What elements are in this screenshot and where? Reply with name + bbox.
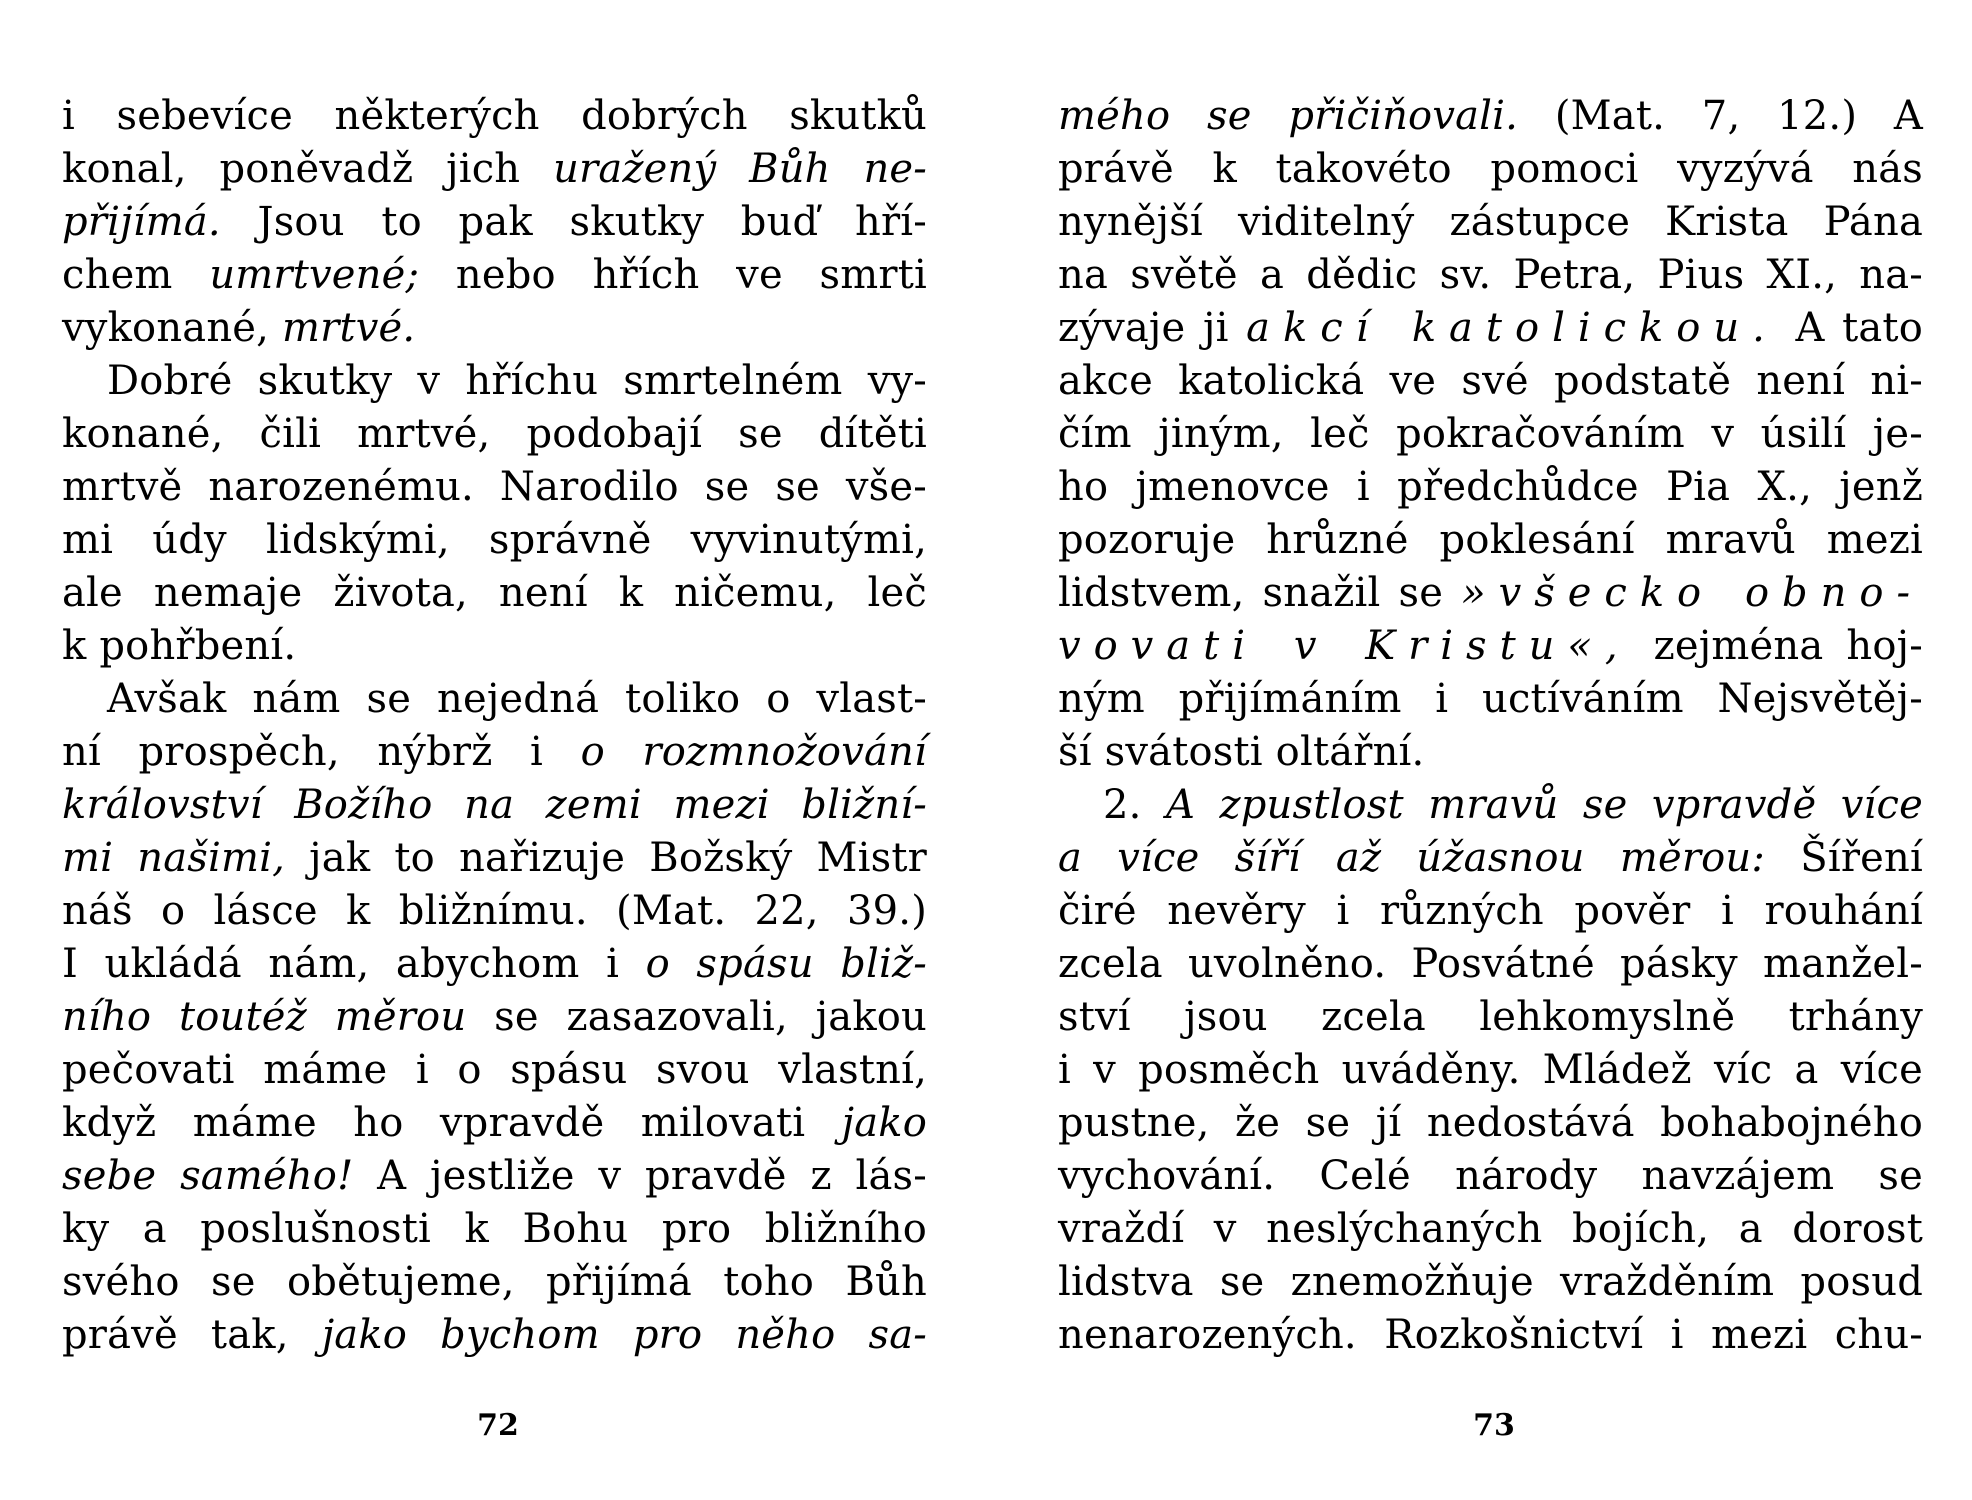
text-line: [62, 1150, 927, 1203]
emphasis-text: a více šíří až úžasnou měrou:: [1058, 835, 1766, 881]
emphasis-text: A zpustlost mravů se vpravdě více: [1165, 782, 1923, 828]
body-text: vykonané,: [62, 305, 282, 351]
emphasis-text: »všecko obno-: [1461, 570, 1923, 616]
text-line: [1058, 938, 1923, 991]
text-line: [62, 991, 927, 1044]
text-line: [62, 1044, 927, 1097]
text-line: [1058, 779, 1923, 832]
text-line: [62, 1203, 927, 1256]
text-line: [1058, 514, 1923, 567]
body-text: zejména hoj-: [1630, 623, 1923, 669]
emphasis-text: mi našimi,: [62, 835, 286, 881]
body-text: mi údy lidskými, správně vyvinutými,: [62, 517, 927, 563]
text-line: [1058, 143, 1923, 196]
right-page-body: [1058, 90, 1923, 1362]
body-text: k pohřbení.: [62, 623, 297, 669]
text-line: [62, 1256, 927, 1309]
body-text: I ukládá nám, abychom i: [62, 941, 646, 987]
page-number-left: 72: [477, 1408, 519, 1443]
body-text: konané, čili mrtvé, podobají se dítěti: [62, 411, 927, 457]
text-line: [62, 726, 927, 779]
body-text: Jsou to pak skutky buď hří-: [220, 199, 927, 245]
body-text: A jestliže v pravdě z lás-: [353, 1153, 927, 1199]
body-text: čiré nevěry i různých pověr i rouhání: [1058, 888, 1923, 934]
body-text: pečovati máme i o spásu svou vlastní,: [62, 1047, 927, 1093]
text-line: [62, 408, 927, 461]
text-line: [1058, 196, 1923, 249]
text-line: [1058, 673, 1923, 726]
body-text: ní prospěch, nýbrž i: [62, 729, 581, 775]
text-line: [1058, 1097, 1923, 1150]
body-text: nynější viditelný zástupce Krista Pána: [1058, 199, 1923, 245]
text-line: [62, 249, 927, 302]
body-text: pustne, že se jí nedostává bohabojného: [1058, 1100, 1923, 1146]
body-text: jak to nařizuje Božský Mistr: [285, 835, 927, 881]
body-text: (Mat. 7, 12.) A: [1518, 93, 1923, 139]
body-text: ným přijímáním i uctíváním Nejsvětěj-: [1058, 676, 1923, 722]
text-line: [62, 143, 927, 196]
text-line: [1058, 1044, 1923, 1097]
text-line: [62, 461, 927, 514]
text-line: [62, 885, 927, 938]
text-line: [62, 90, 927, 143]
text-line: [62, 302, 927, 355]
body-text: na světě a dědic sv. Petra, Pius XI., na-: [1058, 252, 1923, 298]
body-text: nebo hřích ve smrti: [419, 252, 927, 298]
body-text: lidstva se znemožňuje vražděním posud: [1058, 1259, 1923, 1305]
body-text: 2.: [1103, 782, 1166, 828]
emphasis-text: o spásu bliž-: [645, 941, 927, 987]
body-text: ší svátosti oltářní.: [1058, 729, 1425, 775]
text-line: [62, 620, 927, 673]
body-text: chem: [62, 252, 210, 298]
body-text: Avšak nám se nejedná toliko o vlast-: [107, 676, 927, 722]
text-line: [62, 832, 927, 885]
text-line: [62, 196, 927, 249]
text-line: [1058, 1150, 1923, 1203]
text-line: [62, 779, 927, 832]
text-line: [1058, 355, 1923, 408]
body-text: i v posměch uváděny. Mládež víc a více: [1058, 1047, 1923, 1093]
text-line: [62, 355, 927, 408]
body-text: pozoruje hrůzné poklesání mravů mezi: [1058, 517, 1923, 563]
emphasis-text: přijímá.: [62, 199, 221, 245]
text-line: [1058, 1309, 1923, 1362]
emphasis-text: sebe samého!: [62, 1153, 354, 1199]
body-text: ky a poslušnosti k Bohu pro bližního: [62, 1206, 927, 1252]
body-text: se zasazovali, jakou: [466, 994, 927, 1040]
text-line: [1058, 249, 1923, 302]
body-text: lidstvem, snažil se: [1058, 570, 1462, 616]
text-line: [62, 514, 927, 567]
body-text: právě tak,: [62, 1312, 322, 1358]
body-text: ale nemaje života, není k ničemu, leč: [62, 570, 927, 616]
body-text: nenarozených. Rozkošnictví i mezi chu-: [1058, 1312, 1923, 1358]
body-text: A tato: [1777, 305, 1923, 351]
emphasis-text: mého se přičiňovali.: [1058, 93, 1519, 139]
text-line: [1058, 1256, 1923, 1309]
body-text: čím jiným, leč pokračováním v úsilí je-: [1058, 411, 1923, 457]
emphasis-text: ního toutéž měrou: [62, 994, 467, 1040]
text-line: [1058, 567, 1923, 620]
page-number-right: 73: [1473, 1408, 1515, 1443]
emphasis-text: mrtvé.: [282, 305, 416, 351]
left-page-body: [62, 90, 927, 1362]
text-line: [1058, 302, 1923, 355]
text-line: [1058, 620, 1923, 673]
text-line: [1058, 885, 1923, 938]
emphasis-text: akcí katolickou.: [1246, 305, 1778, 351]
body-text: svého se obětujeme, přijímá toho Bůh: [62, 1259, 927, 1305]
emphasis-text: umrtvené;: [209, 252, 420, 298]
body-text: mrtvě narozenému. Narodilo se se vše-: [62, 464, 927, 510]
emphasis-text: o rozmnožování: [580, 729, 927, 775]
text-line: [1058, 1203, 1923, 1256]
text-line: [1058, 832, 1923, 885]
emphasis-text: království Božího na zemi mezi bližní-: [62, 782, 927, 828]
body-text: vraždí v neslýchaných bojích, a dorost: [1058, 1206, 1923, 1252]
emphasis-text: uražený Bůh ne-: [553, 146, 927, 192]
body-text: Šíření: [1765, 835, 1923, 881]
text-line: [62, 567, 927, 620]
text-line: [1058, 726, 1923, 779]
emphasis-text: jako bychom pro něho sa-: [321, 1312, 927, 1358]
body-text: když máme ho vpravdě milovati: [62, 1100, 842, 1146]
body-text: Dobré skutky v hříchu smrtelném vy-: [107, 358, 927, 404]
body-text: vychování. Celé národy navzájem se: [1058, 1153, 1923, 1199]
body-text: i sebevíce některých dobrých skutků: [62, 93, 927, 139]
text-line: [1058, 461, 1923, 514]
text-line: [62, 673, 927, 726]
body-text: akce katolická ve své podstatě není ni-: [1058, 358, 1923, 404]
text-line: [62, 1309, 927, 1362]
emphasis-text: vovati v Kristu«,: [1058, 623, 1631, 669]
body-text: konal, poněvadž jich: [62, 146, 554, 192]
text-line: [1058, 90, 1923, 143]
body-text: ho jmenovce i předchůdce Pia X., jenž: [1058, 464, 1923, 510]
emphasis-text: jako: [841, 1100, 927, 1146]
text-line: [1058, 408, 1923, 461]
body-text: zývaje ji: [1058, 305, 1247, 351]
body-text: ství jsou zcela lehkomyslně trhány: [1058, 994, 1923, 1040]
text-line: [62, 1097, 927, 1150]
body-text: náš o lásce k bližnímu. (Mat. 22, 39.): [62, 888, 927, 934]
text-line: [62, 938, 927, 991]
body-text: právě k takovéto pomoci vyzývá nás: [1058, 146, 1923, 192]
text-line: [1058, 991, 1923, 1044]
body-text: zcela uvolněno. Posvátné pásky manžel-: [1058, 941, 1923, 987]
